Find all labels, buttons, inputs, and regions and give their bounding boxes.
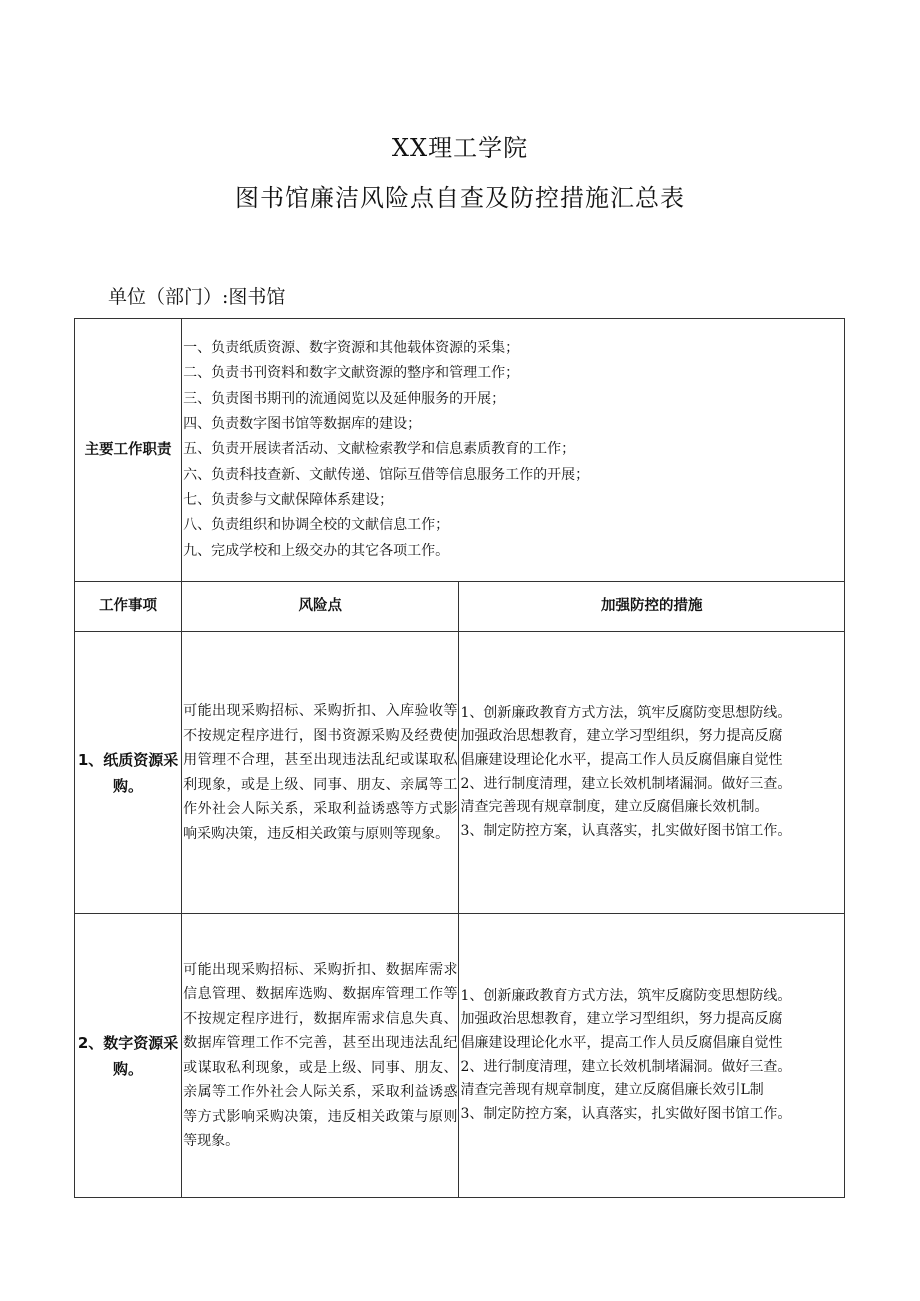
measure-line: 2、进行制度清理，建立长效机制堵漏洞。做好三查。 [460,775,792,792]
table-row [75,914,845,1198]
school-name: XX理工学院 [391,134,529,162]
duty-item: 二、负责书刊资料和数字文献资源的整序和管理工作； [183,365,520,382]
measure-line: 加强政治思想教育，建立学习型组织，努力提高反腐 [460,728,783,745]
unit-department: 单位（部门）:图书馆 [108,286,286,308]
measure-line: 倡廉建设理论化水平，提高工作人员反腐倡廉自觉性 [460,1034,783,1051]
duty-item: 六、负责科技查新、文献传递、馆际互借等信息服务工作的开展； [183,466,590,483]
risk-control-table [74,318,845,1198]
measure-line: 2、进行制度清理，建立长效机制堵漏洞。做好三查。 [460,1058,792,1075]
table-row [75,632,845,914]
measures-cell [459,632,845,914]
duty-item: 七、负责参与文献保障体系建设； [183,491,394,508]
column-header-risk: 风险点 [182,582,459,632]
duty-item: 八、负责组织和协调全校的文献信息工作； [183,517,450,534]
duties-label: 主要工作职责 [75,319,182,582]
measure-line: 加强政治思想教育，建立学习型组织，努力提高反腐 [460,1011,783,1028]
duty-item: 四、负责数字图书馆等数据库的建设； [183,416,422,433]
work-item-label: 1、纸质资源采购。 [75,632,182,914]
duty-item: 三、负责图书期刊的流通阅览以及延伸服务的开展； [183,390,506,407]
measure-line: 倡廉建设理论化水平，提高工作人员反腐倡廉自觉性 [460,751,783,768]
measure-line: 清查完善现有规章制度，建立反腐倡廉长效引L制 [460,1082,764,1099]
risk-text: 可能出现采购招标、采购折扣、数据库需求信息管理、数据库选购、数据库管理工作等不按规定程序进行，数据库需求信息失真、数据库管理工作不完善，甚至出现违法乱纪或谋取私利现象，或是上级、同事、朋友、亲属等工作外社会人际关系，采取利益诱惑等方式影响采购决策，违反相关政策与原则等现象。 [182,914,459,1198]
measure-line: 3、制定防控方案，认真落实，扎实做好图书馆工作。 [460,822,792,839]
document-title: 图书馆廉洁风险点自查及防控措施汇总表 [235,184,685,212]
work-item-label: 2、数字资源采购。 [75,914,182,1198]
risk-text: 可能出现采购招标、采购折扣、入库验收等不按规定程序进行，图书资源采购及经费使用管理不合理，甚至出现违法乱纪或谋取私利现象，或是上级、同事、朋友、亲属等工作外社会人际关系，采取利益诱惑等方式影响采购决策，违反相关政策与原则等现象。 [182,632,459,914]
duty-item: 九、完成学校和上级交办的其它各项工作。 [183,542,450,559]
duties-list [182,319,845,582]
duty-item: 五、负责开展读者活动、文献检索教学和信息素质教育的工作； [183,441,576,458]
measure-line: 3、制定防控方案，认真落实，扎实做好图书馆工作。 [460,1105,792,1122]
duty-item: 一、负责纸质资源、数字资源和其他载体资源的采集； [183,340,520,357]
measures-cell [459,914,845,1198]
column-header-row [75,582,845,632]
measure-line: 1、创新廉政教育方式方法，筑牢反腐防变思想防线。 [460,987,792,1004]
measure-line: 1、创新廉政教育方式方法，筑牢反腐防变思想防线。 [460,704,792,721]
duties-row [75,319,845,582]
column-header-measures: 加强防控的措施 [459,582,845,632]
column-header-item: 工作事项 [75,582,182,632]
measure-line: 清查完善现有规章制度，建立反腐倡廉长效机制。 [460,799,769,816]
